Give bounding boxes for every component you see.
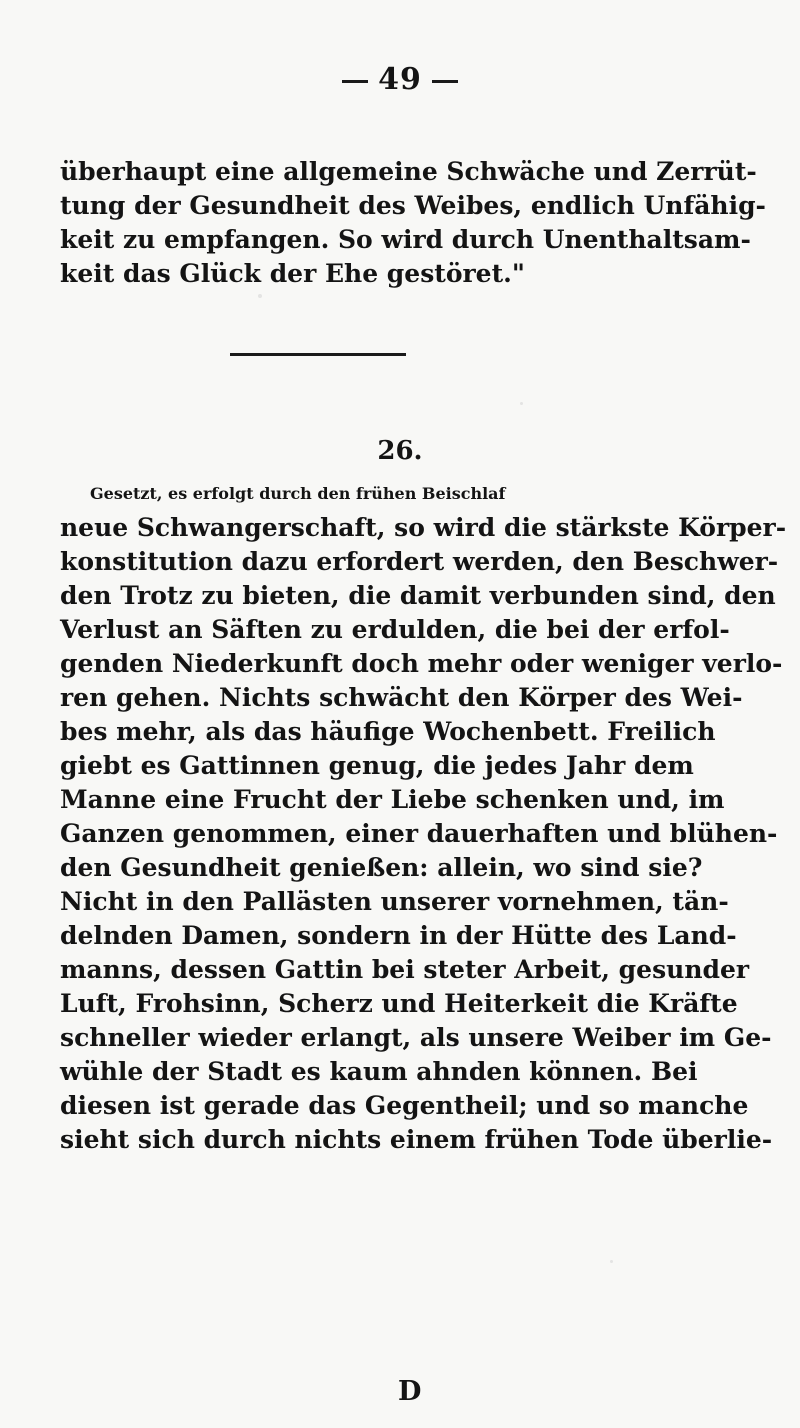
text-line: neue Schwangerschaft, so wird die stärkste Körper-: [60, 513, 787, 542]
text-line: sieht sich durch nichts einem frühen Tode überlie-: [60, 1125, 773, 1154]
text-line: überhaupt eine allgemeine Schwäche und Zerrüt-: [60, 157, 757, 186]
text-line: keit das Glück der Ehe gestöret.": [60, 259, 525, 288]
text-line: den Gesundheit genießen: allein, wo sind sie?: [60, 853, 703, 882]
text-line: schneller wieder erlangt, als unsere Weiber im Ge-: [60, 1023, 772, 1052]
text-line: delnden Damen, sondern in der Hütte des Land-: [60, 921, 737, 950]
text-line: Manne eine Frucht der Liebe schenken und, im: [60, 785, 725, 814]
text-line: den Trotz zu bieten, die damit verbunden sind, den: [60, 581, 776, 610]
text-line: Luft, Frohsinn, Scherz und Heiterkeit die Kräfte: [60, 989, 738, 1018]
paper-speck: [610, 1260, 613, 1263]
paper-speck: [258, 294, 262, 298]
header-dash-right: [432, 80, 458, 83]
text-line: Verlust an Säften zu erdulden, die bei der erfol-: [60, 615, 730, 644]
text-line: keit zu empfangen. So wird durch Unenthaltsam-: [60, 225, 751, 254]
header-dash-left: [342, 80, 368, 83]
text-line: konstitution dazu erfordert werden, den Beschwer-: [60, 547, 779, 576]
text-line: genden Niederkunft doch mehr oder weniger verlo-: [60, 649, 783, 678]
text-line: tung der Gesundheit des Weibes, endlich Unfähig-: [60, 191, 766, 220]
text-line: giebt es Gattinnen genug, die jedes Jahr dem: [60, 751, 694, 780]
paper-speck: [520, 402, 523, 405]
signature-mark: D: [398, 1376, 422, 1407]
text-line: Nicht in den Pallästen unserer vornehmen, tän-: [60, 887, 729, 916]
text-line: Gesetzt, es erfolgt durch den frühen Beischlaf: [90, 484, 506, 503]
text-line: wühle der Stadt es kaum ahnden können. Bei: [60, 1057, 698, 1086]
text-line: manns, dessen Gattin bei steter Arbeit, gesunder: [60, 955, 750, 984]
text-line: diesen ist gerade das Gegentheil; und so manche: [60, 1091, 749, 1120]
page-header: [0, 62, 800, 97]
section-divider: [230, 353, 406, 356]
section-number: 26.: [377, 436, 423, 466]
page-number: 49: [378, 62, 422, 97]
text-line: bes mehr, als das häufige Wochenbett. Freilich: [60, 717, 716, 746]
text-line: ren gehen. Nichts schwächt den Körper des Wei-: [60, 683, 743, 712]
text-line: Ganzen genommen, einer dauerhaften und blühen-: [60, 819, 778, 848]
